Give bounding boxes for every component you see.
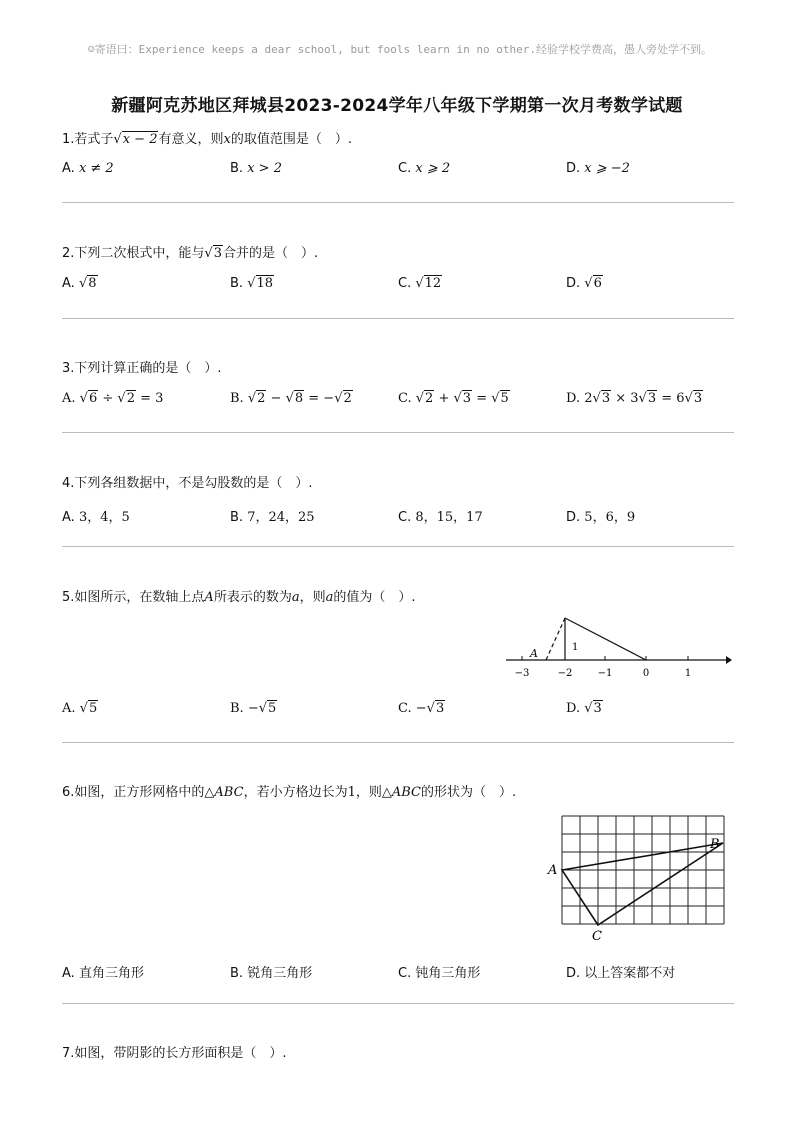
- tick-label: 0: [642, 668, 650, 679]
- question-1-options: [62, 161, 734, 181]
- coefficient: 2: [584, 391, 593, 406]
- option-a[interactable]: [62, 506, 130, 525]
- stem-text: 下列二次根式中，能与: [74, 246, 205, 261]
- option-c[interactable]: C. −√3: [398, 701, 445, 716]
- math-variable: a: [325, 590, 334, 605]
- sqrt-sign: √: [113, 132, 122, 147]
- option-letter: C.: [398, 701, 412, 716]
- equals-result: = 3: [140, 391, 164, 406]
- question-1-stem: [62, 131, 734, 149]
- vertex-a-label: A: [548, 863, 558, 878]
- divider: [62, 1003, 734, 1004]
- question-4: [62, 475, 734, 526]
- option-d[interactable]: [566, 276, 603, 291]
- math-variable: a: [291, 590, 300, 605]
- option-text: 直角三角形: [78, 966, 144, 981]
- tick-label: 1: [684, 668, 692, 679]
- stem-text: 的取值范围是（ ）.: [230, 132, 352, 147]
- option-text: 5，6，9: [584, 510, 636, 525]
- radicand: 2: [425, 391, 434, 406]
- height-label: 1: [572, 642, 579, 653]
- question-7: [62, 1045, 734, 1063]
- option-d[interactable]: [566, 506, 635, 525]
- triangle-abc: [562, 843, 723, 925]
- radicand: 3: [693, 391, 703, 406]
- option-letter: D.: [566, 701, 581, 716]
- question-5-options: [62, 701, 734, 721]
- question-5: [62, 589, 734, 607]
- question-2: [62, 245, 734, 296]
- tick-label: −3: [514, 668, 530, 679]
- question-3-options: [62, 391, 734, 411]
- equals-sign: = −: [308, 391, 335, 406]
- option-letter: A.: [62, 701, 76, 716]
- stem-text: 若式子: [74, 132, 114, 147]
- number-line-figure: [500, 612, 732, 682]
- option-letter: A.: [62, 161, 75, 176]
- sqrt-sign: √: [204, 246, 213, 261]
- radicand: 3: [213, 246, 222, 261]
- stem-text: 如图，带阴影的长方形面积是（ ）.: [74, 1046, 287, 1061]
- header-motto: ☺寄语曰：Experience keeps a dear school, but fools learn in no other.经验学校学费高，愚人旁处学不到。: [88, 43, 712, 56]
- option-c[interactable]: [398, 962, 480, 981]
- option-text: 以上答案都不对: [584, 966, 676, 981]
- question-3-stem: [62, 360, 734, 378]
- option-text: 8，15，17: [415, 510, 483, 525]
- option-text: x > 2: [247, 161, 282, 176]
- question-5-stem: [62, 589, 734, 607]
- divider: [62, 318, 734, 319]
- question-1: [62, 131, 734, 181]
- sqrt-sign: √: [78, 276, 88, 291]
- radicand: 5: [88, 701, 98, 716]
- triangle-symbol: △ABC: [381, 785, 422, 800]
- option-c[interactable]: [398, 506, 483, 525]
- divider: [62, 432, 734, 433]
- option-text: x ⩾ 2: [415, 161, 451, 176]
- radicand: 3: [435, 701, 445, 716]
- radicand: 3: [601, 391, 611, 406]
- option-b[interactable]: [230, 276, 274, 291]
- arrow-head-icon: [726, 656, 732, 664]
- vertex-c-label: C: [592, 929, 602, 944]
- option-text: 锐角三角形: [247, 966, 313, 981]
- divider: [62, 202, 734, 203]
- option-letter: C.: [398, 966, 412, 981]
- sqrt-sign: √: [584, 276, 593, 291]
- option-letter: D.: [566, 966, 581, 981]
- operator: × 3: [615, 391, 639, 406]
- question-7-stem: [62, 1045, 734, 1063]
- option-c[interactable]: C. √2 + √3 = √5: [398, 391, 509, 406]
- radicand: 3: [593, 701, 602, 716]
- option-letter: D.: [566, 391, 581, 406]
- option-a[interactable]: [62, 276, 98, 291]
- stem-text: 下列计算正确的是（ ）.: [74, 361, 222, 376]
- option-text: x ≠ 2: [78, 161, 114, 176]
- sqrt-sign: √: [247, 276, 256, 291]
- option-b[interactable]: [230, 506, 315, 525]
- option-a[interactable]: [62, 161, 114, 176]
- radicand: 8: [88, 276, 97, 291]
- arc-dashed-line: [546, 618, 565, 660]
- question-number: 4.: [62, 476, 75, 491]
- option-letter: A.: [62, 966, 75, 981]
- option-text: 3，4，5: [78, 510, 130, 525]
- option-letter: B.: [230, 391, 244, 406]
- question-6-options: [62, 962, 734, 982]
- option-a[interactable]: A. √6 ÷ √2 = 3: [62, 391, 164, 406]
- option-letter: B.: [230, 966, 244, 981]
- option-letter: C.: [398, 276, 412, 291]
- option-d[interactable]: D. 2√3 × 3√3 = 6√3: [566, 391, 703, 406]
- radicand: x − 2: [122, 132, 158, 147]
- option-letter: B.: [230, 161, 244, 176]
- question-4-stem: [62, 475, 734, 493]
- point-label: A: [204, 590, 214, 605]
- radicand: 12: [424, 276, 442, 291]
- sqrt-sign: √: [415, 276, 424, 291]
- grid-triangle-figure: [544, 812, 734, 944]
- tick-label: −1: [597, 668, 613, 679]
- radicand: 8: [294, 391, 304, 406]
- option-b[interactable]: B. √2 − √8 = −√2: [230, 391, 352, 406]
- radicand: 5: [268, 701, 277, 716]
- stem-text: 合并的是（ ）.: [223, 246, 319, 261]
- radicand: 2: [343, 391, 352, 406]
- option-c[interactable]: [398, 161, 450, 176]
- triangle-hypotenuse: [565, 618, 646, 660]
- option-a[interactable]: A. √5: [62, 701, 98, 716]
- stem-text: 如图，正方形网格中的: [74, 785, 205, 800]
- stem-text: ，则: [355, 785, 382, 800]
- unit-length: 1: [347, 785, 356, 800]
- question-number: 1.: [62, 132, 75, 147]
- question-2-options: [62, 276, 734, 296]
- radicand: 3: [647, 391, 657, 406]
- question-number: 5.: [62, 590, 75, 605]
- sign: −: [247, 701, 259, 716]
- question-4-options: [62, 506, 734, 526]
- operator: −: [270, 391, 282, 406]
- option-b[interactable]: [230, 962, 312, 981]
- question-3: [62, 360, 734, 411]
- option-letter: D.: [566, 510, 581, 525]
- operator: ÷: [102, 391, 114, 406]
- sign: −: [415, 701, 427, 716]
- radicand: 6: [593, 276, 602, 291]
- option-text: 7，24，25: [247, 510, 315, 525]
- option-d[interactable]: [566, 161, 630, 176]
- option-letter: B.: [230, 701, 244, 716]
- option-letter: A.: [62, 276, 75, 291]
- radicand: 3: [462, 391, 472, 406]
- option-d[interactable]: D. √3: [566, 701, 602, 716]
- question-number: 6.: [62, 785, 75, 800]
- option-letter: B.: [230, 510, 244, 525]
- option-b[interactable]: [230, 161, 282, 176]
- radicand: 5: [500, 391, 509, 406]
- stem-text: 有意义，则: [158, 132, 224, 147]
- tick-label: −2: [557, 668, 573, 679]
- stem-text: ，若小方格边长为: [243, 785, 348, 800]
- option-letter: B.: [230, 276, 244, 291]
- option-letter: C.: [398, 510, 412, 525]
- question-6: [62, 784, 734, 802]
- question-number: 3.: [62, 361, 75, 376]
- point-a-label: A: [530, 647, 538, 660]
- option-text: x ⩾ −2: [584, 161, 630, 176]
- triangle-symbol: △ABC: [204, 785, 244, 800]
- stem-text: 下列各组数据中，不是勾股数的是（ ）.: [74, 476, 313, 491]
- option-d[interactable]: [566, 962, 675, 981]
- radicand: 2: [126, 391, 135, 406]
- math-variable: x: [223, 132, 231, 147]
- option-letter: A.: [62, 391, 76, 406]
- stem-text: 所表示的数为: [213, 590, 292, 605]
- option-b[interactable]: B. −√5: [230, 701, 277, 716]
- stem-text: 的值为（ ）.: [333, 590, 416, 605]
- radicand: 2: [257, 391, 266, 406]
- question-5-options-wrap: [62, 701, 734, 721]
- divider: [62, 742, 734, 743]
- option-letter: A.: [62, 510, 75, 525]
- option-a[interactable]: [62, 962, 144, 981]
- question-number: 2.: [62, 246, 75, 261]
- divider: [62, 546, 734, 547]
- operator: +: [438, 391, 450, 406]
- page-title: 新疆阿克苏地区拜城县2023-2024学年八年级下学期第一次月考数学试题: [111, 96, 683, 116]
- option-letter: D.: [566, 161, 581, 176]
- radicand: 18: [256, 276, 274, 291]
- equals-sign: =: [476, 391, 488, 406]
- question-2-stem: [62, 245, 734, 263]
- equals-sign: = 6: [661, 391, 685, 406]
- option-c[interactable]: [398, 276, 442, 291]
- question-6-options-wrap: [62, 962, 734, 982]
- option-letter: C.: [398, 391, 412, 406]
- vertex-b-label: B: [710, 837, 720, 852]
- option-text: 钝角三角形: [415, 966, 481, 981]
- option-letter: C.: [398, 161, 412, 176]
- stem-text: 的形状为（ ）.: [421, 785, 517, 800]
- stem-text: 如图所示，在数轴上点: [74, 590, 205, 605]
- question-number: 7.: [62, 1046, 75, 1061]
- radicand: 6: [88, 391, 98, 406]
- option-letter: D.: [566, 276, 581, 291]
- stem-text: ，则: [299, 590, 326, 605]
- question-6-stem: [62, 784, 734, 802]
